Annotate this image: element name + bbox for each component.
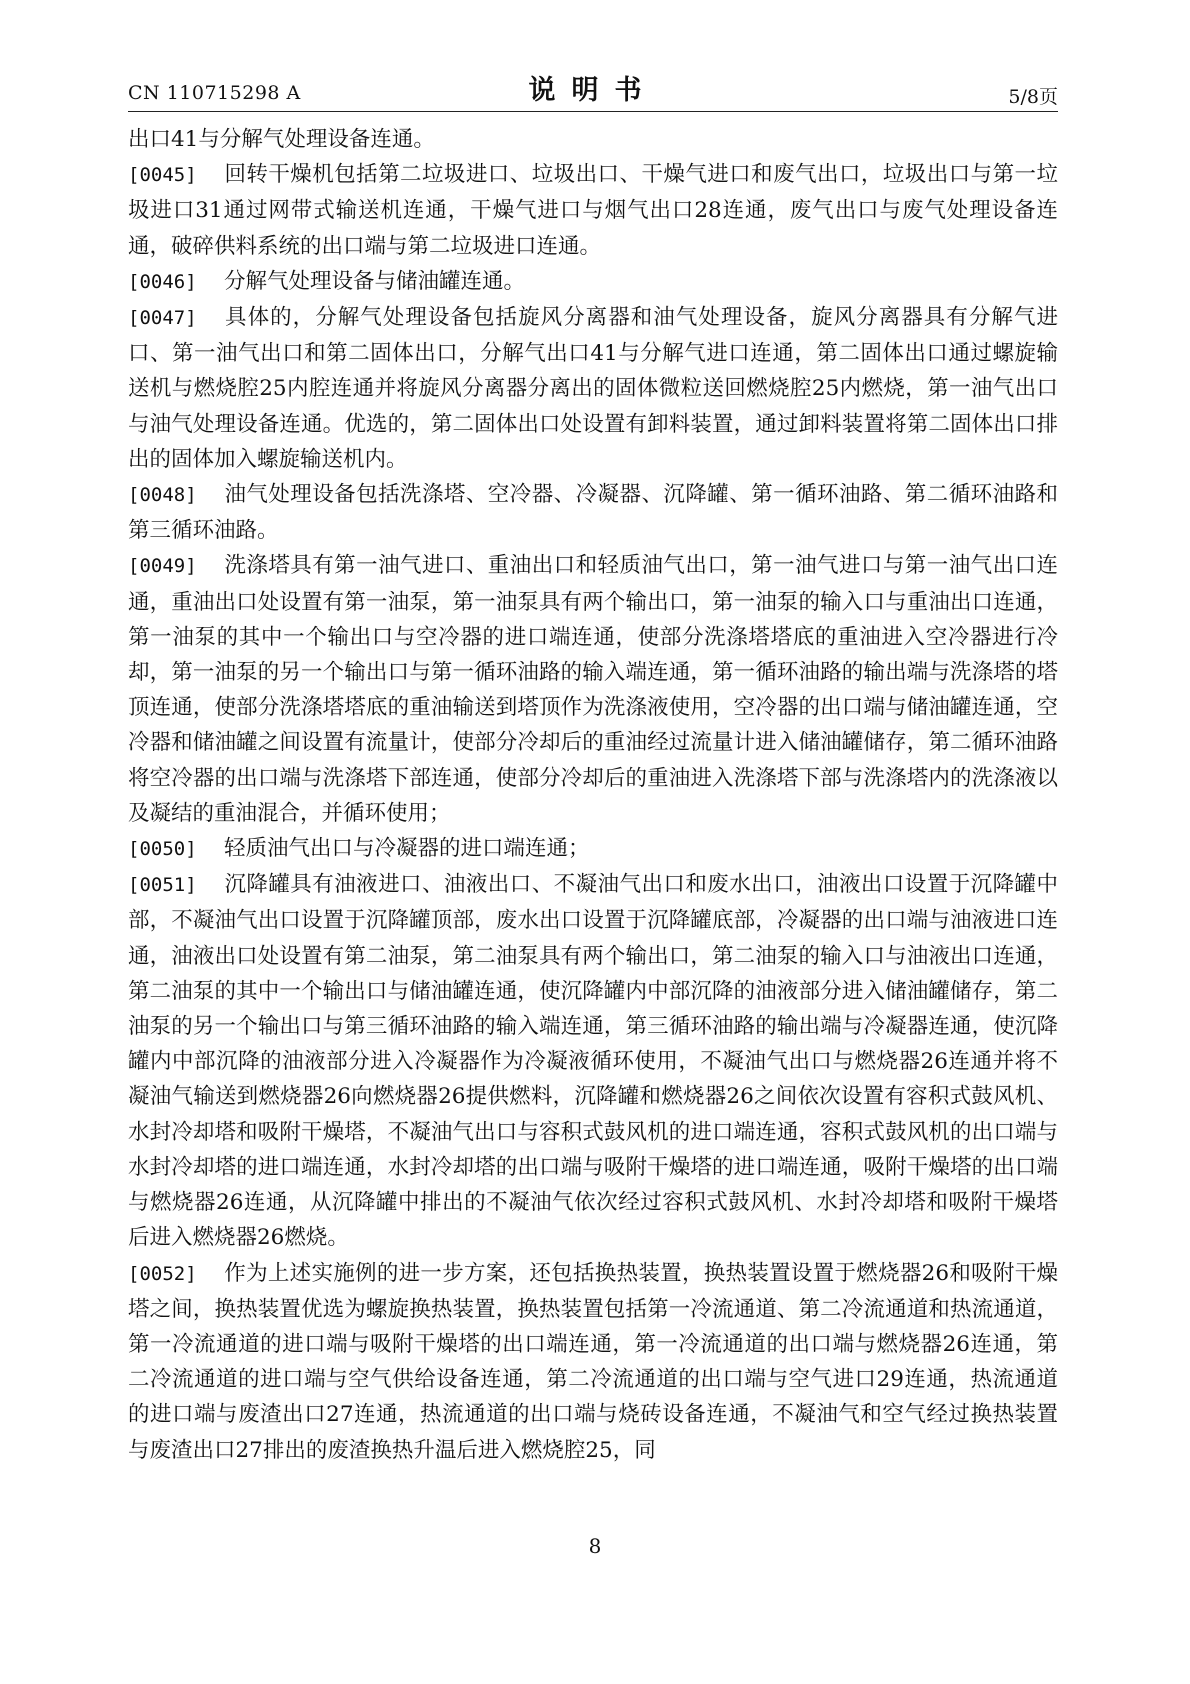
paragraph-0049 <box>128 548 1058 831</box>
paragraph-0048 <box>128 477 1058 548</box>
paragraph-0045 <box>128 157 1058 264</box>
lead-text: 出口41与分解气处理设备连通。 <box>128 127 435 152</box>
paragraph-text: 油气处理设备包括洗涤塔、空冷器、冷凝器、沉降罐、第一循环油路、第二循环油路和第三循环油路。 <box>128 482 1058 544</box>
header-divider <box>128 111 1058 112</box>
page-count: 5/8页 <box>1008 86 1058 108</box>
paragraph-text: 回转干燥机包括第二垃圾进口、垃圾出口、干燥气进口和废气出口，垃圾出口与第一垃圾进口31通过网带式输送机连通，干燥气进口与烟气出口28连通，废气出口与废气处理设备连通，破碎供料系统的出口端与第二垃圾进口连通。 <box>128 162 1058 259</box>
paragraph-0046 <box>128 264 1058 300</box>
document-title: 说明书 <box>528 75 658 106</box>
paragraph-number: [0046] <box>128 270 197 293</box>
paragraph-number: [0050] <box>128 838 197 861</box>
page-header <box>128 68 1058 112</box>
paragraph-text: 作为上述实施例的进一步方案，还包括换热装置，换热装置设置于燃烧器26和吸附干燥塔之间，换热装置优选为螺旋换热装置，换热装置包括第一冷流通道、第二冷流通道和热流通道，第一冷流通道的进口端与吸附干燥塔的出口端连通，第一冷流通道的出口端与燃烧器26连通，第二冷流通道的进口端与空气供给设备连通，第二冷流通道的出口端与空气进口29连通，热流通道的进口端与废渣出口27连通，热流通道的出口端与烧砖设备连通，不凝油气和空气经过换热装置与废渣出口27排出的废渣换热升温后进入燃烧腔25，同 <box>128 1260 1058 1463</box>
paragraph-text: 洗涤塔具有第一油气进口、重油出口和轻质油气出口，第一油气进口与第一油气出口连通，重油出口处设置有第一油泵，第一油泵具有两个输出口，第一油泵的输入口与重油出口连通，第一油泵的其中一个输出口与空冷器的进口端连通，使部分洗涤塔塔底的重油进入空冷器进行冷却，第一油泵的另一个输出口与第一循环油路的输入端连通，第一循环油路的输出端与洗涤塔的塔顶连通，使部分洗涤塔塔底的重油输送到塔顶作为洗涤液使用，空冷器的出口端与储油罐连通，空冷器和储油罐之间设置有流量计，使部分冷却后的重油经过流量计进入储油罐储存，第二循环油路将空冷器的出口端与洗涤塔下部连通，使部分冷却后的重油进入洗涤塔下部与洗涤塔内的洗涤液以及凝结的重油混合，并循环使用； <box>128 553 1058 826</box>
paragraph-text: 分解气处理设备与储油罐连通。 <box>224 268 526 294</box>
paragraph-0047 <box>128 300 1058 477</box>
paragraph-number: [0047] <box>128 307 197 330</box>
document-body <box>128 122 1058 1468</box>
paragraph-number: [0052] <box>128 1262 197 1285</box>
paragraph-0052 <box>128 1256 1058 1468</box>
paragraph-text: 轻质油气出口与冷凝器的进口端连通； <box>224 836 590 862</box>
paragraph-number: [0049] <box>128 555 197 578</box>
paragraph-number: [0045] <box>128 164 197 187</box>
patent-number: CN 110715298 A <box>128 82 301 104</box>
paragraph-0051 <box>128 867 1058 1255</box>
page-number: 8 <box>588 1534 602 1558</box>
paragraph-0050 <box>128 831 1058 867</box>
paragraph-text: 具体的，分解气处理设备包括旋风分离器和油气处理设备，旋风分离器具有分解气进口、第一油气出口和第二固体出口，分解气出口41与分解气进口连通，第二固体出口通过螺旋输送机与燃烧腔25内腔连通并将旋风分离器分离出的固体微粒送回燃烧腔25内燃烧，第一油气出口与油气处理设备连通。优选的，第二固体出口处设置有卸料装置，通过卸料装置将第二固体出口排出的固体加入螺旋输送机内。 <box>128 305 1058 472</box>
paragraph-number: [0048] <box>128 484 197 507</box>
paragraph-number: [0051] <box>128 874 197 897</box>
paragraph-text: 沉降罐具有油液进口、油液出口、不凝油气出口和废水出口，油液出口设置于沉降罐中部，不凝油气出口设置于沉降罐顶部，废水出口设置于沉降罐底部，冷凝器的出口端与油液进口连通，油液出口处设置有第二油泵，第二油泵具有两个输出口，第二油泵的输入口与油液出口连通，第二油泵的其中一个输出口与储油罐连通，使沉降罐内中部沉降的油液部分进入储油罐储存，第二油泵的另一个输出口与第三循环油路的输入端连通，第三循环油路的输出端与冷凝器连通，使沉降罐内中部沉降的油液部分进入冷凝器作为冷凝液循环使用，不凝油气出口与燃烧器26连通并将不凝油气输送到燃烧器26向燃烧器26提供燃料，沉降罐和燃烧器26之间依次设置有容积式鼓风机、水封冷却塔和吸附干燥塔，不凝油气出口与容积式鼓风机的进口端连通，容积式鼓风机的出口端与水封冷却塔的进口端连通，水封冷却塔的出口端与吸附干燥塔的进口端连通，吸附干燥塔的出口端与燃烧器26连通，从沉降罐中排出的不凝油气依次经过容积式鼓风机、水封冷却塔和吸附干燥塔后进入燃烧器26燃烧。 <box>128 872 1058 1251</box>
